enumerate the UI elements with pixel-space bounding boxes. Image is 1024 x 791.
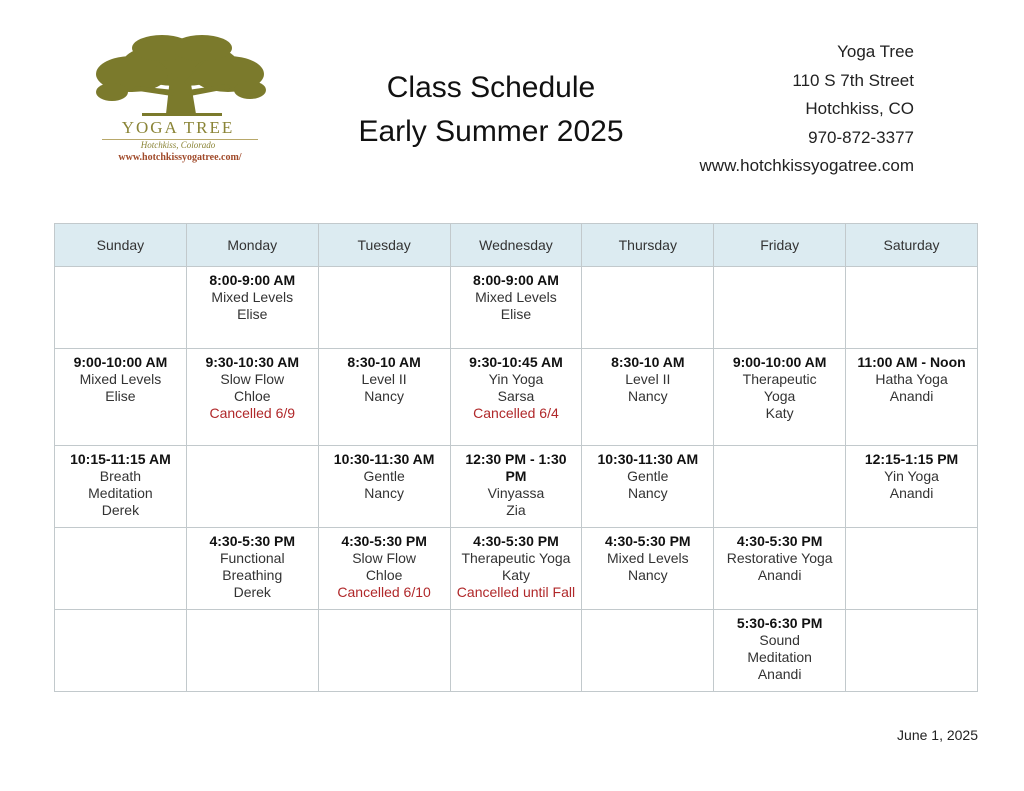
class-name: Slow Flow — [220, 371, 285, 387]
schedule-cell — [450, 528, 582, 610]
schedule-cell — [318, 528, 450, 610]
contact-website: www.hotchkissyogatree.com — [699, 156, 914, 175]
schedule-cell — [450, 267, 582, 349]
class-name: Slow Flow — [352, 550, 416, 566]
class-name: Yoga — [763, 388, 796, 404]
tree-icon — [92, 34, 268, 118]
class-instructor: Zia — [506, 502, 526, 518]
class-name: Therapeutic — [742, 371, 817, 387]
class-instructor: Anandi — [757, 666, 802, 682]
schedule-cell — [55, 267, 187, 349]
class-name: Yin Yoga — [488, 371, 544, 387]
schedule-row — [55, 349, 978, 446]
day-header-friday: Friday — [714, 224, 846, 267]
class-instructor: Anandi — [889, 485, 934, 501]
class-name: Yin Yoga — [884, 468, 939, 484]
schedule-cell — [318, 446, 450, 528]
title-line-1: Class Schedule — [386, 71, 596, 104]
schedule-cell — [55, 610, 187, 692]
schedule-cell — [450, 446, 582, 528]
class-time: 4:30-5:30 PM — [473, 533, 559, 549]
schedule-cell — [846, 528, 978, 610]
class-name: Vinyassa — [487, 485, 545, 501]
schedule-cell — [714, 349, 846, 446]
cancellation-note: Cancelled 6/4 — [473, 405, 559, 421]
schedule-cell — [714, 528, 846, 610]
class-name: Level II — [361, 371, 407, 387]
day-header-thursday: Thursday — [582, 224, 714, 267]
cancellation-note: Cancelled 6/9 — [209, 405, 296, 421]
schedule-cell — [318, 610, 450, 692]
day-header-sunday: Sunday — [55, 224, 187, 267]
class-time: 4:30-5:30 PM — [341, 533, 427, 549]
class-instructor: Anandi — [757, 567, 802, 583]
footer-date: June 1, 2025 — [897, 727, 978, 743]
schedule-row — [55, 610, 978, 692]
day-header-wednesday: Wednesday — [450, 224, 582, 267]
schedule-cell — [186, 610, 318, 692]
logo-name: YOGA TREE — [121, 118, 235, 137]
schedule-cell — [55, 446, 187, 528]
class-name: Therapeutic Yoga — [461, 550, 571, 566]
schedule-cell — [714, 267, 846, 349]
class-instructor: Elise — [105, 388, 136, 404]
class-time: 9:00-10:00 AM — [732, 354, 827, 370]
class-name: Restorative Yoga — [726, 550, 833, 566]
class-time: 8:30-10 AM — [611, 354, 685, 370]
class-instructor: Derek — [101, 502, 140, 518]
schedule-table — [54, 223, 978, 692]
cancellation-note: Cancelled until Fall — [456, 584, 576, 600]
page-title — [330, 66, 652, 154]
class-instructor: Derek — [233, 584, 271, 600]
contact-street: 110 S 7th Street — [792, 70, 914, 90]
class-name: Mixed Levels — [606, 550, 689, 566]
schedule-cell — [450, 610, 582, 692]
day-header-row — [55, 224, 978, 267]
class-time: 9:00-10:00 AM — [73, 354, 168, 370]
schedule-cell — [186, 349, 318, 446]
schedule-cell — [55, 528, 187, 610]
class-instructor: Nancy — [627, 485, 668, 501]
class-instructor: Nancy — [364, 388, 404, 404]
class-time: 12:15-1:15 PM — [864, 451, 959, 467]
schedule-row — [55, 528, 978, 610]
yoga-tree-logo — [88, 34, 278, 168]
class-name: Sound — [759, 632, 800, 648]
class-name: Mixed Levels — [79, 371, 162, 387]
class-time: 8:00-9:00 AM — [473, 272, 559, 288]
schedule-cell — [186, 446, 318, 528]
schedule-cell — [582, 528, 714, 610]
class-name: Gentle — [627, 468, 669, 484]
class-instructor: Nancy — [627, 567, 668, 583]
logo-location: Hotchkiss, Colorado — [140, 140, 216, 150]
schedule-cell — [846, 267, 978, 349]
contact-name: Yoga Tree — [837, 42, 914, 61]
contact-city: Hotchkiss, CO — [805, 99, 914, 118]
schedule-cell — [55, 349, 187, 446]
class-name: Hatha Yoga — [875, 371, 948, 387]
contact-phone: 970-872-3377 — [808, 127, 914, 147]
class-instructor: Elise — [237, 306, 268, 322]
class-instructor: Nancy — [627, 388, 668, 404]
schedule-cell — [846, 610, 978, 692]
class-time: 8:00-9:00 AM — [209, 272, 296, 288]
schedule-cell — [846, 446, 978, 528]
class-time: 4:30-5:30 PM — [605, 533, 691, 549]
class-time: 11:00 AM - Noon — [857, 354, 966, 370]
contact-block — [700, 38, 914, 181]
schedule-cell — [582, 446, 714, 528]
schedule-cell — [714, 610, 846, 692]
logo-url: www.hotchkissyogatree.com/ — [118, 152, 242, 163]
class-time: 8:30-10 AM — [347, 354, 421, 370]
class-time: 12:30 PM - 1:30 PM — [465, 451, 567, 484]
class-time: 5:30-6:30 PM — [736, 615, 823, 631]
class-instructor: Elise — [500, 306, 532, 322]
class-name: Gentle — [363, 468, 405, 484]
class-instructor: Chloe — [233, 388, 271, 404]
class-instructor: Katy — [765, 405, 794, 421]
class-name: Level II — [625, 371, 671, 387]
class-instructor: Nancy — [364, 485, 404, 501]
class-time: 4:30-5:30 PM — [209, 533, 296, 549]
class-time: 10:15-11:15 AM — [70, 451, 171, 467]
class-name: Meditation — [747, 649, 812, 665]
class-name: Mixed Levels — [475, 289, 557, 305]
schedule-cell — [582, 610, 714, 692]
schedule-cell — [582, 349, 714, 446]
class-time: 10:30-11:30 AM — [597, 451, 699, 467]
class-time: 10:30-11:30 AM — [333, 451, 435, 467]
class-instructor: Sarsa — [497, 388, 535, 404]
class-instructor: Katy — [501, 567, 530, 583]
class-time: 4:30-5:30 PM — [736, 533, 823, 549]
class-instructor: Chloe — [365, 567, 403, 583]
schedule-cell — [318, 349, 450, 446]
schedule-cell — [714, 446, 846, 528]
class-name: Breath — [99, 468, 142, 484]
cancellation-note: Cancelled 6/10 — [337, 584, 431, 600]
class-time: 9:30-10:45 AM — [469, 354, 563, 370]
class-time: 9:30-10:30 AM — [205, 354, 300, 370]
title-line-2: Early Summer 2025 — [358, 115, 624, 148]
schedule-cell — [450, 349, 582, 446]
schedule-cell — [186, 267, 318, 349]
day-header-monday: Monday — [186, 224, 318, 267]
schedule-cell — [186, 528, 318, 610]
schedule-row — [55, 267, 978, 349]
day-header-tuesday: Tuesday — [318, 224, 450, 267]
schedule-cell — [582, 267, 714, 349]
schedule-row — [55, 446, 978, 528]
day-header-saturday: Saturday — [846, 224, 978, 267]
class-instructor: Anandi — [889, 388, 934, 404]
class-name: Meditation — [88, 485, 153, 501]
class-name: Functional — [219, 550, 285, 566]
class-name: Breathing — [222, 567, 283, 583]
schedule-cell — [846, 349, 978, 446]
class-name: Mixed Levels — [211, 289, 294, 305]
schedule-cell — [318, 267, 450, 349]
